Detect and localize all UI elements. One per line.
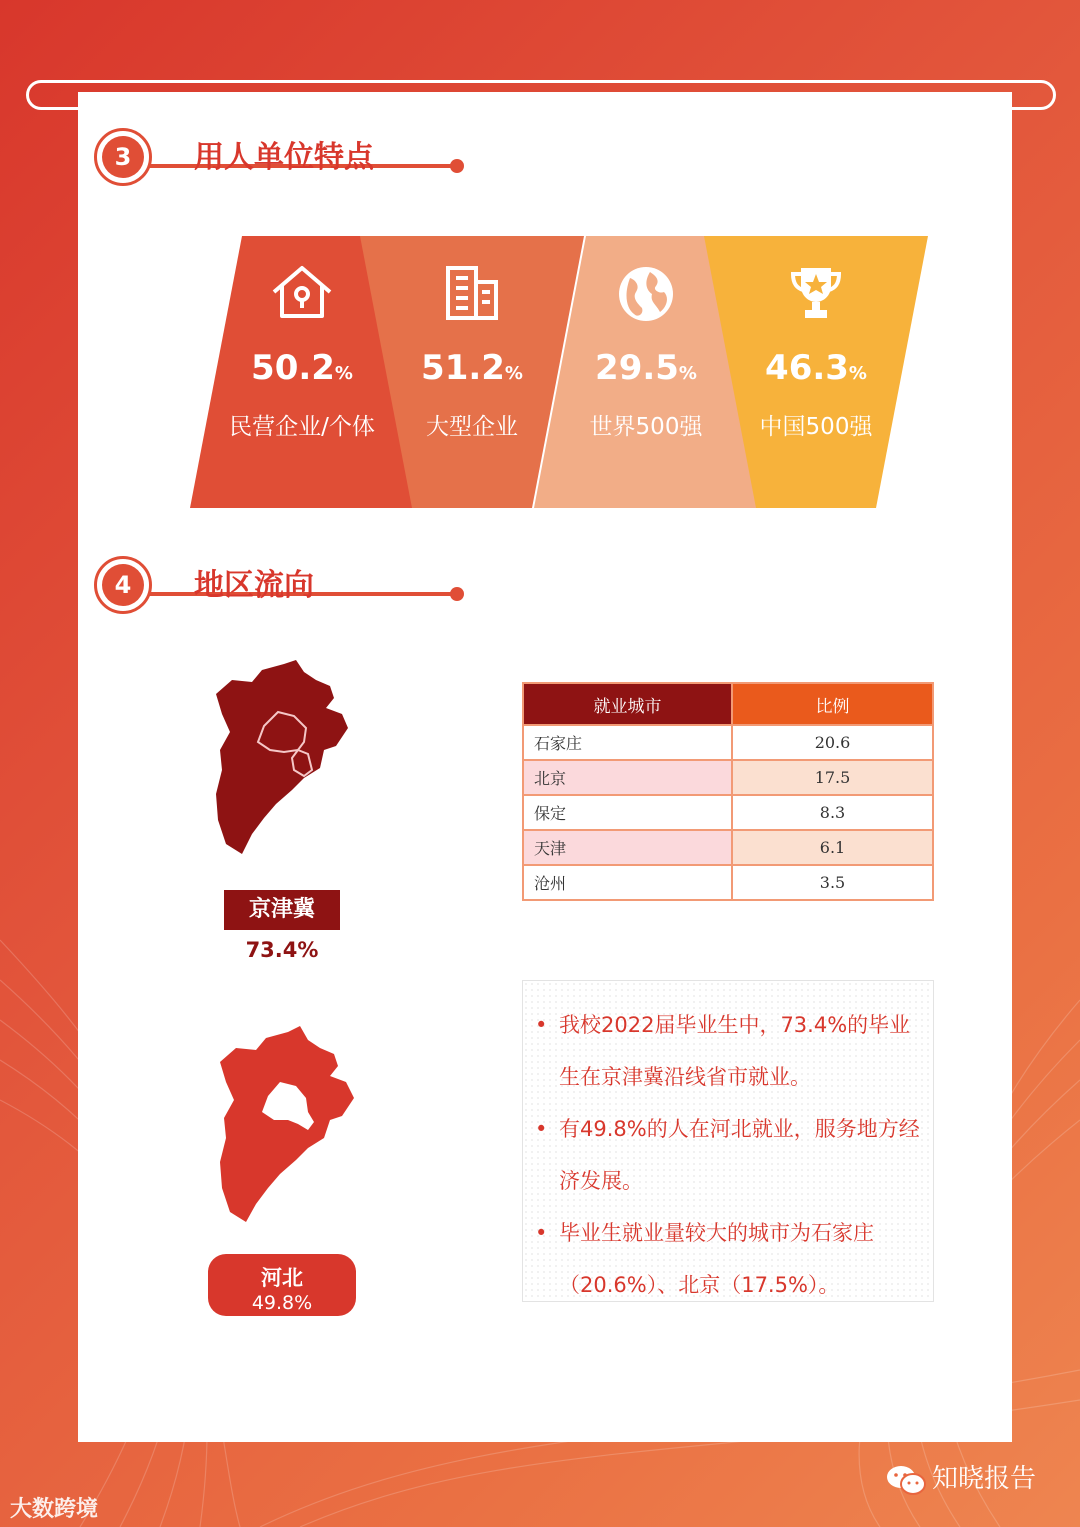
city-cell: 北京 — [523, 760, 732, 795]
hebei-label: 河北 — [261, 1266, 303, 1290]
section-number-badge — [94, 556, 152, 614]
ratio-cell: 20.6 — [732, 725, 933, 760]
city-cell: 天津 — [523, 830, 732, 865]
hebei-map — [214, 1024, 358, 1224]
column-header-ratio: 比例 — [732, 683, 933, 725]
table-row — [523, 865, 933, 900]
ratio-cell: 3.5 — [732, 865, 933, 900]
city-cell: 保定 — [523, 795, 732, 830]
globe-icon — [616, 264, 676, 324]
section-header-region — [94, 556, 474, 626]
summary-notes-box — [522, 980, 934, 1302]
hebei-percent: 49.8% — [251, 1292, 313, 1314]
note-item: • 毕业生就业量较大的城市为石家庄（20.6%）、北京（17.5%）。 — [559, 1207, 925, 1311]
column-header-city: 就业城市 — [523, 683, 732, 725]
note-item: • 我校2022届毕业生中，73.4%的毕业生在京津冀沿线省市就业。 — [559, 999, 925, 1103]
stat-label: 民营企业/个体 — [229, 414, 375, 440]
stat-value: 29.5% — [595, 348, 697, 388]
stat-label: 中国500强 — [759, 414, 873, 440]
section-underline-dot — [450, 587, 464, 601]
city-cell: 沧州 — [523, 865, 732, 900]
stat-value: 51.2% — [421, 348, 523, 388]
ratio-cell: 6.1 — [732, 830, 933, 865]
watermark-text: 大数跨境 — [10, 1497, 99, 1522]
table-header-row — [523, 683, 933, 725]
section-number: 3 — [102, 136, 144, 178]
city-employment-table — [522, 682, 934, 901]
section-underline-dot — [450, 159, 464, 173]
wechat-icon — [886, 1463, 926, 1497]
note-item: • 有49.8%的人在河北就业，服务地方经济发展。 — [559, 1103, 925, 1207]
footer-watermark-right — [886, 1458, 1036, 1497]
ratio-cell: 17.5 — [732, 760, 933, 795]
jingjinji-label: 京津冀 — [224, 890, 340, 930]
section-header-employers — [94, 128, 474, 198]
jingjinji-map — [212, 658, 352, 858]
jingjinji-percent: 73.4% — [245, 938, 319, 962]
table-row — [523, 760, 933, 795]
hebei-badge — [208, 1254, 356, 1316]
city-cell: 石家庄 — [523, 725, 732, 760]
section-title: 用人单位特点 — [194, 140, 374, 175]
stat-label: 世界500强 — [589, 414, 703, 440]
table-row — [523, 725, 933, 760]
table-row — [523, 795, 933, 830]
stat-value: 46.3% — [765, 348, 867, 388]
stat-value: 50.2% — [251, 348, 353, 388]
section-number-badge — [94, 128, 152, 186]
house-icon — [270, 264, 334, 320]
watermark-text: 知晓报告 — [932, 1464, 1037, 1494]
trophy-icon — [789, 264, 843, 322]
section-number: 4 — [102, 564, 144, 606]
footer-watermark-left — [10, 1492, 98, 1523]
notes-list — [523, 981, 933, 1311]
stat-label: 大型企业 — [426, 414, 518, 440]
ratio-cell: 8.3 — [732, 795, 933, 830]
buildings-icon — [442, 264, 502, 322]
section-title: 地区流向 — [194, 568, 314, 603]
table-row — [523, 830, 933, 865]
stat-panel-china500 — [704, 236, 928, 508]
